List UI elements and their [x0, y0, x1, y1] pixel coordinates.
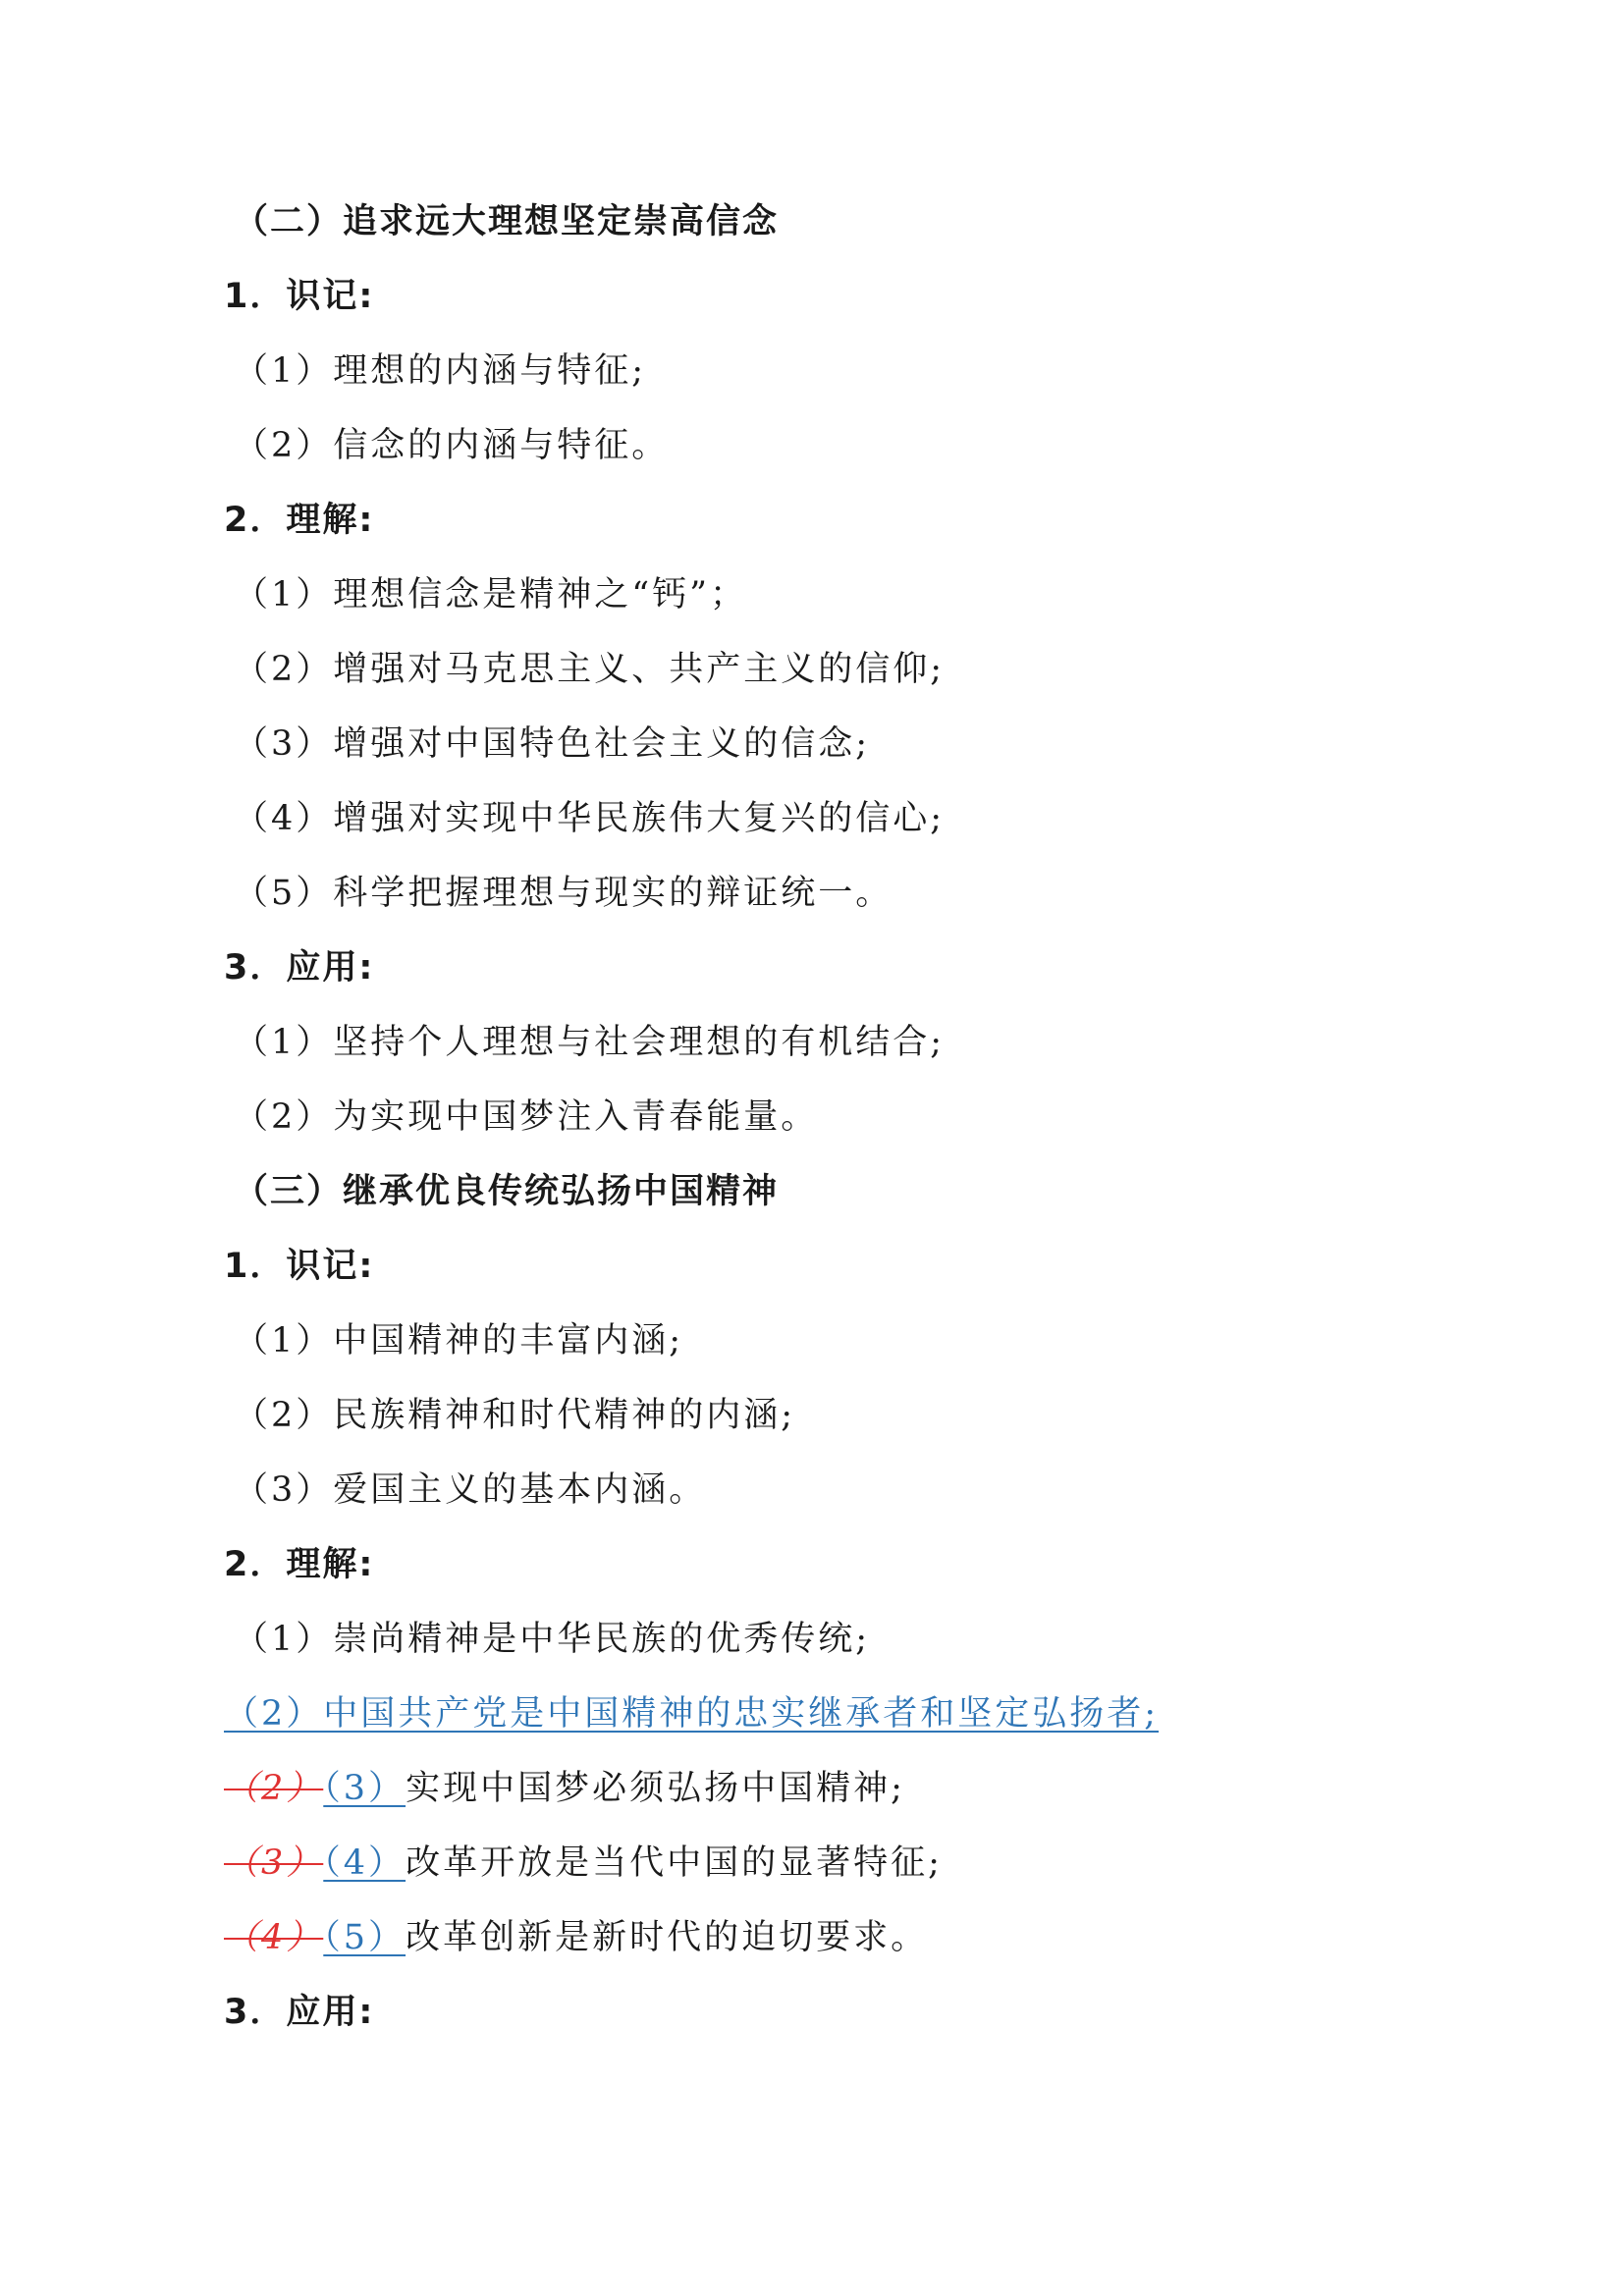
section-3-recall-item-3: （3）爱国主义的基本内涵。 [234, 1470, 707, 1510]
section-3-recall-item-2: （2）民族精神和时代精神的内涵; [234, 1396, 796, 1435]
revised-item-line [224, 1842, 943, 1885]
section-2-recall-label: 1．识记: [224, 277, 375, 316]
inserted-number: （5） [323, 1918, 406, 1957]
revised-item-line [224, 1767, 905, 1810]
section-2-apply-item-2: （2）为实现中国梦注入青春能量。 [234, 1097, 819, 1137]
section-3-recall-item-1: （1）中国精神的丰富内涵; [234, 1321, 684, 1361]
section-2-understand-item-4: （4）增强对实现中华民族伟大复兴的信心; [234, 799, 946, 838]
section-3-apply-label: 3．应用: [224, 1993, 375, 2032]
item-text: 实现中国梦必须弘扬中国精神; [406, 1769, 905, 1808]
deleted-number: （2） [224, 1769, 324, 1808]
item-text: 改革开放是当代中国的显著特征; [406, 1843, 943, 1883]
section-3-understand-label: 2．理解: [224, 1545, 375, 1584]
section-2-understand-item-3: （3）增强对中国特色社会主义的信念; [234, 724, 871, 764]
revised-item-line [224, 1916, 928, 1959]
section-3-understand-item-1: （1）崇尚精神是中华民族的优秀传统; [234, 1620, 871, 1659]
deleted-number: （4） [224, 1918, 324, 1957]
section-3-title: （三）继承优良传统弘扬中国精神 [234, 1172, 780, 1211]
deleted-number: （3） [224, 1843, 324, 1883]
section-2-title: （二）追求远大理想坚定崇高信念 [234, 202, 780, 241]
section-2-apply-label: 3．应用: [224, 948, 375, 988]
item-text: 改革创新是新时代的迫切要求。 [406, 1918, 929, 1957]
section-2-apply-item-1: （1）坚持个人理想与社会理想的有机结合; [234, 1023, 946, 1062]
section-3-recall-label: 1．识记: [224, 1247, 375, 1286]
section-2-understand-item-1: （1）理想信念是精神之“钙”； [234, 575, 748, 614]
section-2-understand-item-5: （5）科学把握理想与现实的辩证统一。 [234, 874, 893, 913]
inserted-number: （4） [323, 1843, 406, 1883]
inserted-number: （3） [323, 1769, 406, 1808]
section-2-recall-item-2: （2）信念的内涵与特征。 [234, 426, 670, 465]
section-2-understand-item-2: （2）增强对马克思主义、共产主义的信仰; [234, 650, 946, 689]
section-2-understand-label: 2．理解: [224, 501, 375, 540]
section-2-recall-item-1: （1）理想的内涵与特征; [234, 351, 647, 391]
inserted-revision-line: （2）中国共产党是中国精神的忠实继承者和坚定弘扬者; [224, 1694, 1160, 1734]
